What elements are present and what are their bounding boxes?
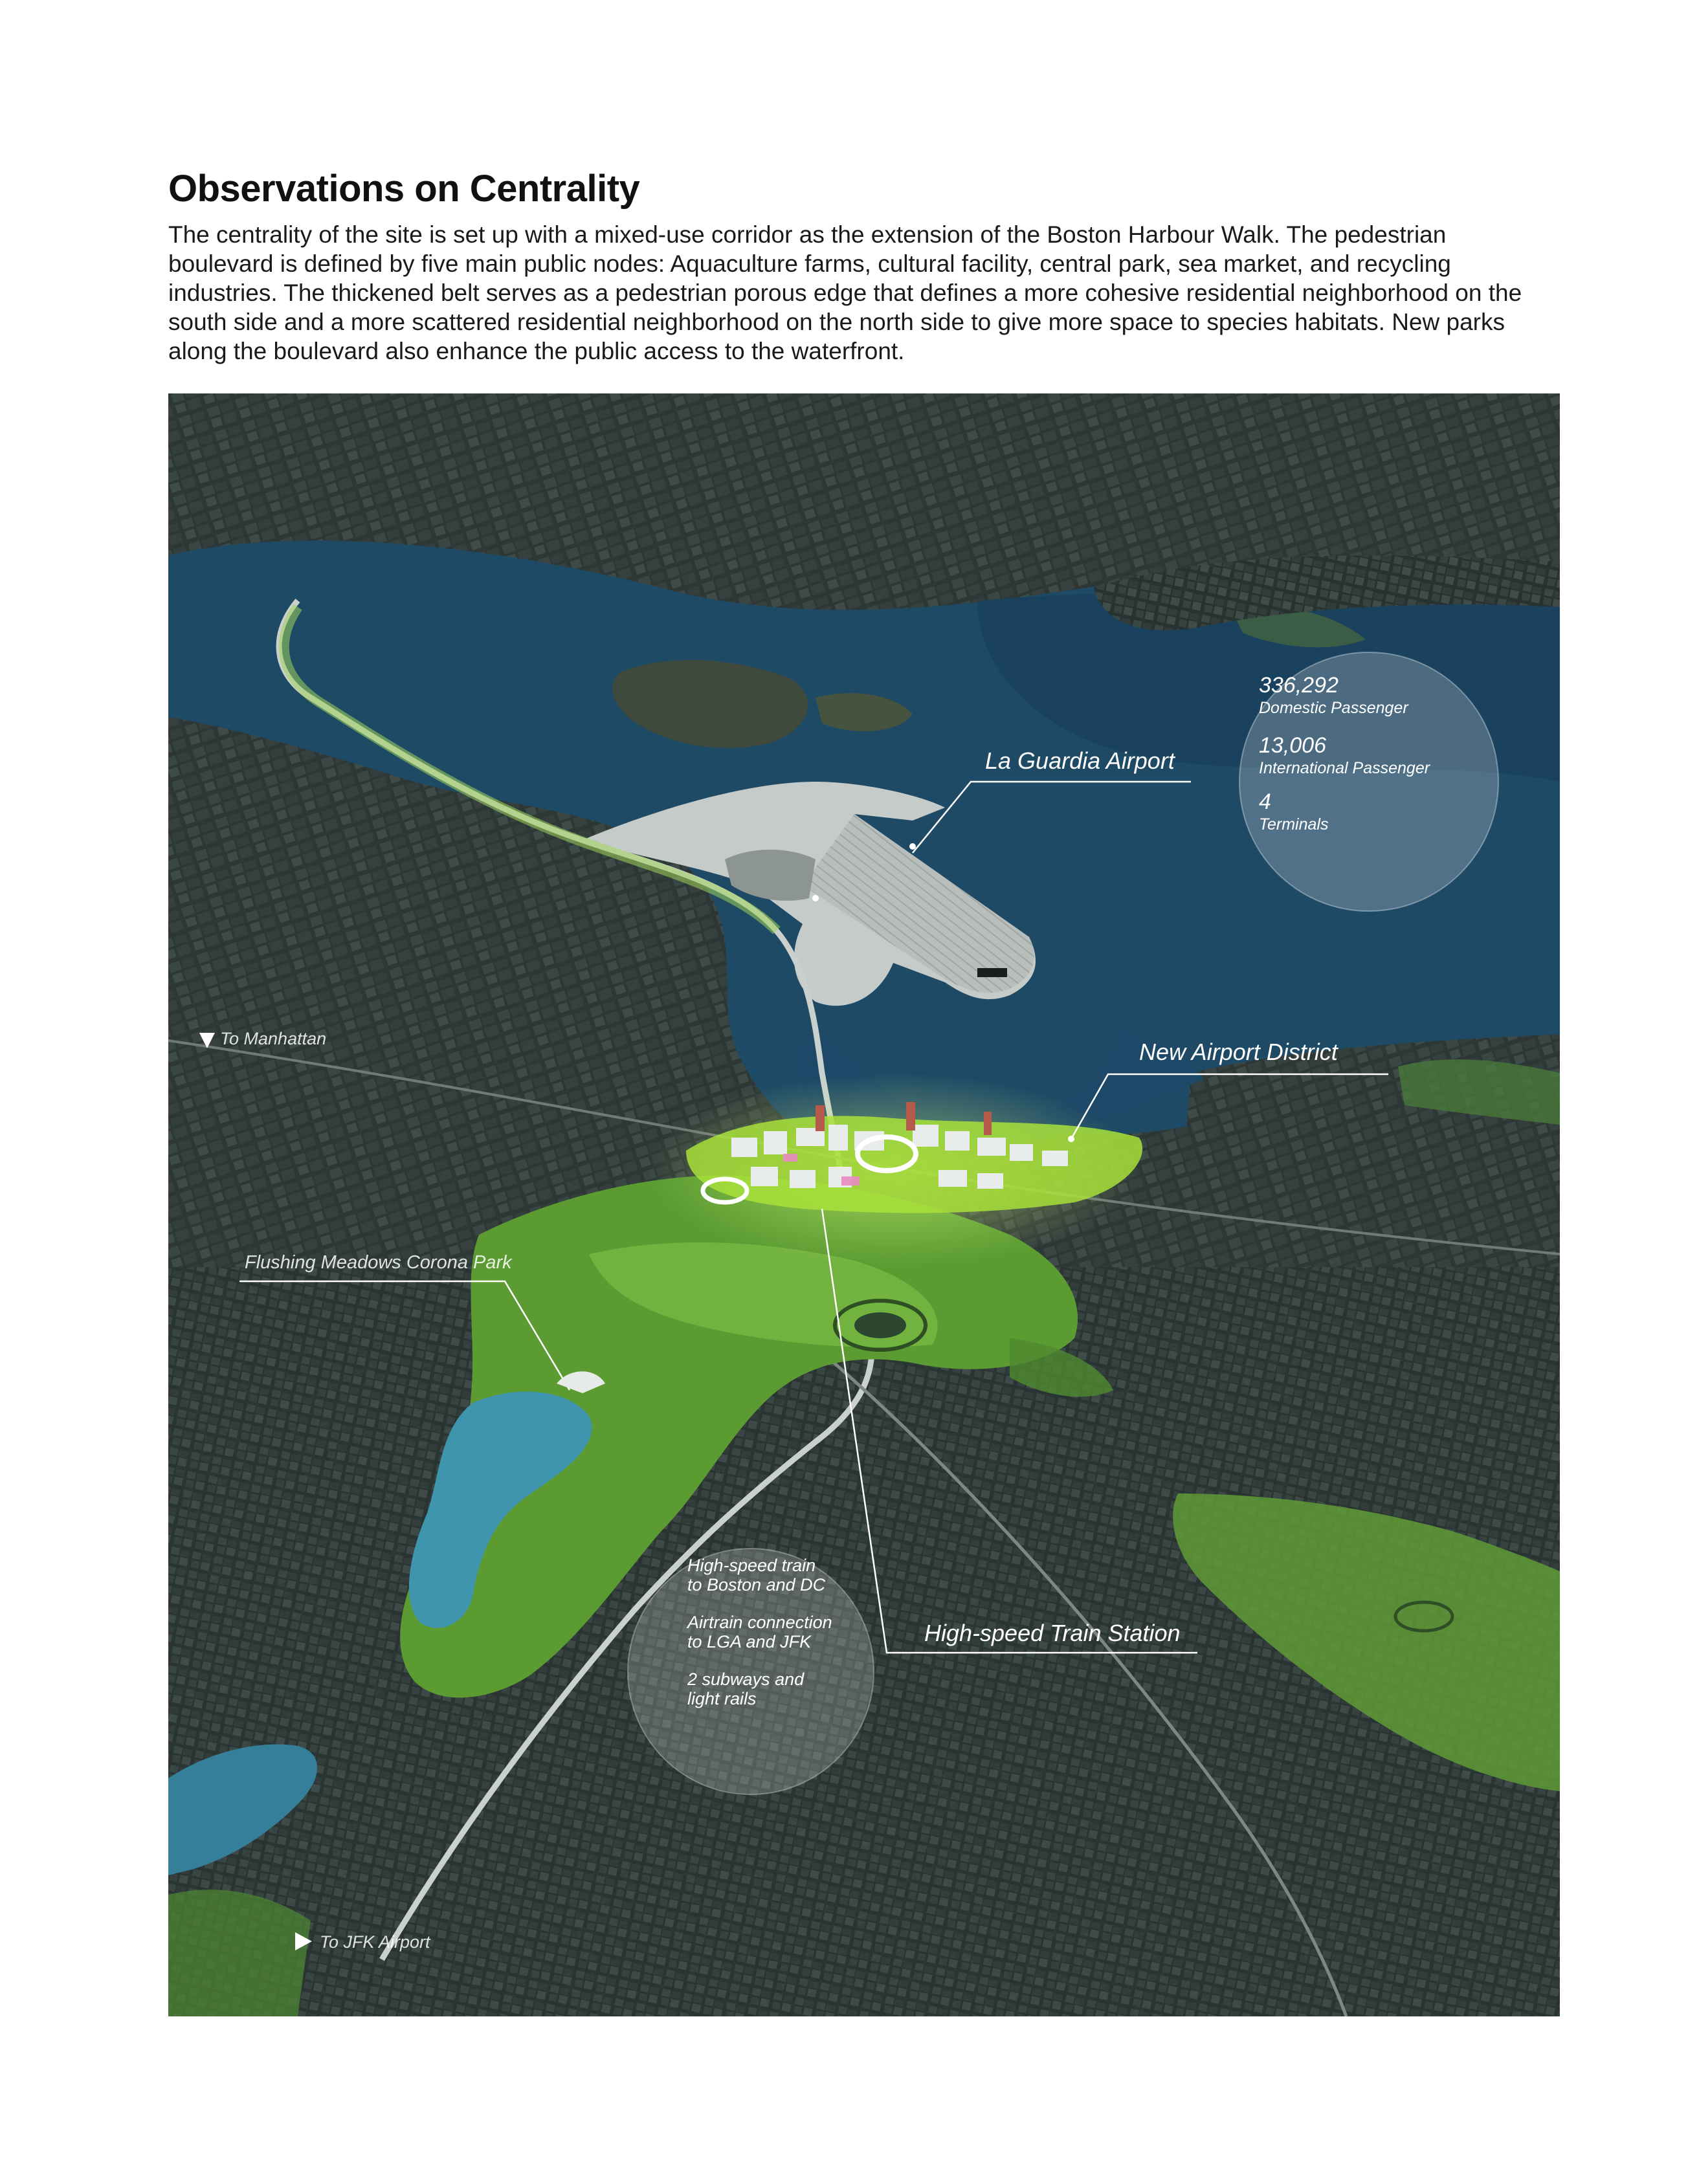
page-description: The centrality of the site is set up with a mixed-use corridor as the extension of the Boston Harbour Walk. The pedestrian boulevard is defined by five main public nodes: Aquaculture farms, cultural facility, central park, sea market, and recycling industries. The thickened belt serves as a pedestrian porous edge that defines a more cohesive residential neighborhood on the south side and a more scattered residential neighborhood on the north side to give more space to species habitats. New parks along the boulevard also enhance the public access to the waterfront. — [168, 221, 1522, 364]
train-station-label: High-speed Train Station — [924, 1620, 1181, 1646]
stat-value-terminals: 4 — [1259, 789, 1271, 814]
stat-value-international: 13,006 — [1259, 733, 1326, 758]
station-note-1-line2: to Boston and DC — [687, 1575, 826, 1594]
new-airport-district-label: New Airport District — [1139, 1039, 1338, 1065]
page-title: Observations on Centrality — [168, 168, 640, 210]
station-note-1-line1: High-speed train — [687, 1556, 816, 1575]
station-note-2-line2: to LGA and JFK — [687, 1632, 812, 1651]
new-airport-district — [647, 1073, 1142, 1267]
stat-value-domestic: 336,292 — [1259, 673, 1338, 698]
station-note-3-line2: light rails — [687, 1689, 757, 1708]
to-jfk-label: To JFK Airport — [320, 1932, 430, 1952]
stat-label-terminals: Terminals — [1259, 815, 1329, 833]
station-notes-circle — [628, 1549, 874, 1794]
flushing-meadows-label: Flushing Meadows Corona Park — [245, 1252, 512, 1273]
stat-label-domestic: Domestic Passenger — [1259, 699, 1408, 717]
station-note-2-line1: Airtrain connection — [687, 1613, 832, 1632]
stat-label-international: International Passenger — [1259, 759, 1430, 777]
to-manhattan-label: To Manhattan — [220, 1029, 327, 1048]
aerial-map — [168, 393, 1560, 2016]
la-guardia-label: La Guardia Airport — [985, 747, 1175, 774]
airport-stats-circle — [1239, 652, 1498, 911]
station-note-3-line1: 2 subways and — [687, 1670, 805, 1689]
